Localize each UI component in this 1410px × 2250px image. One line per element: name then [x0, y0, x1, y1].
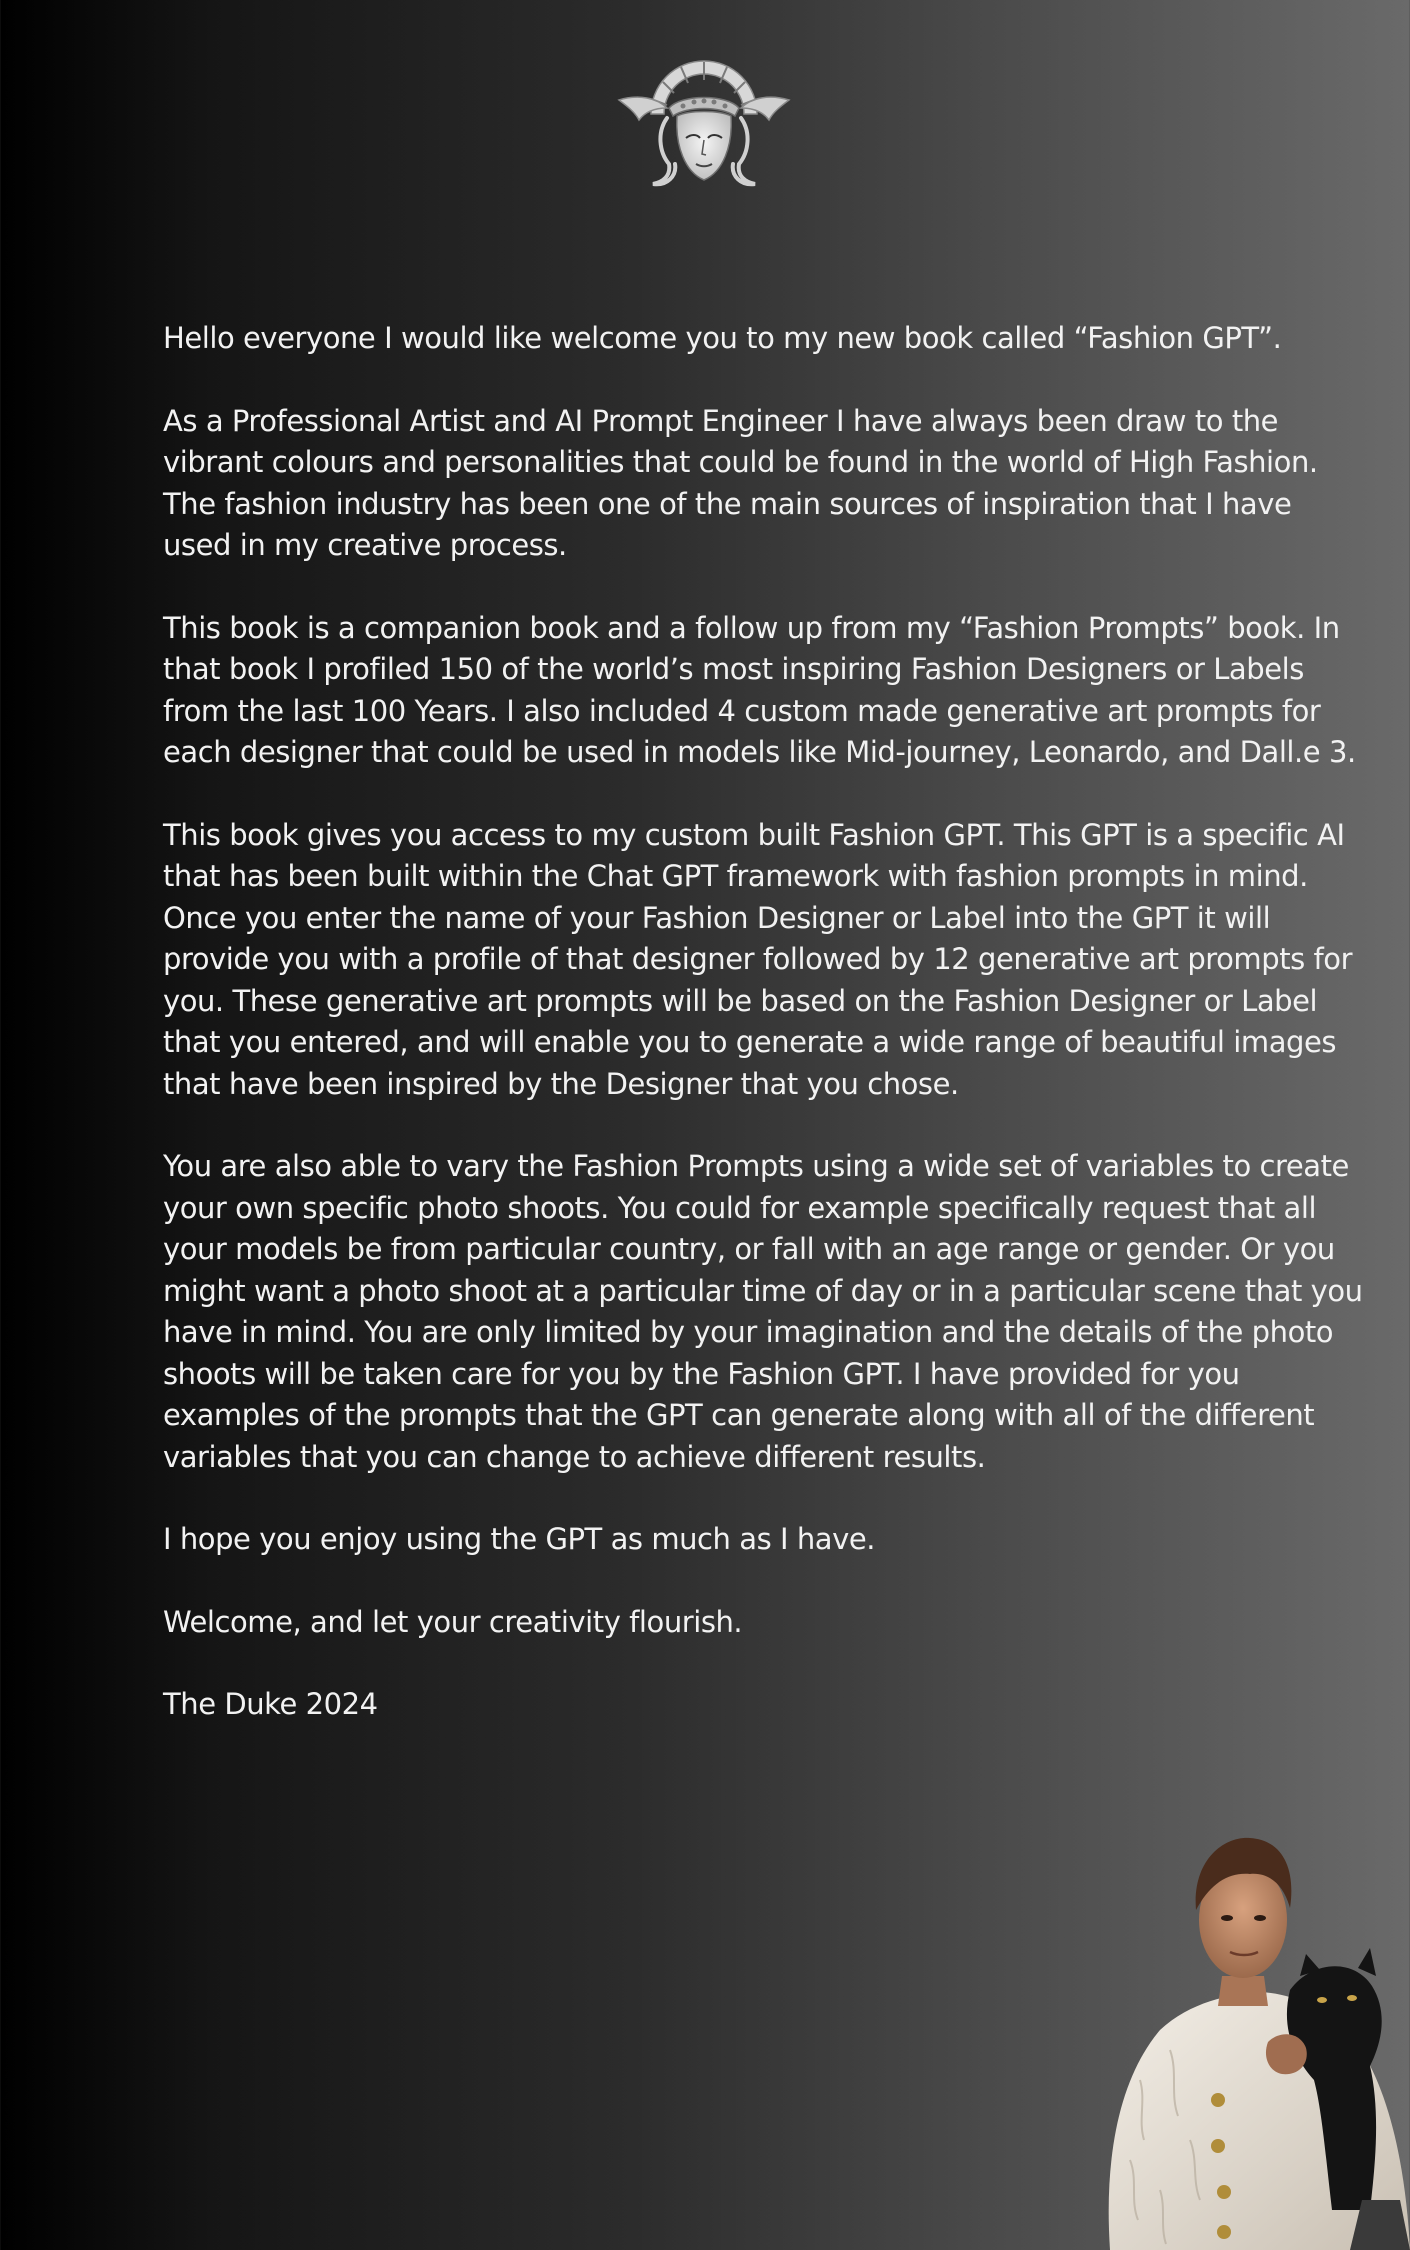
paragraph-background: As a Professional Artist and AI Prompt Engineer I have always been draw to the vibrant colours and personalities that could be found in the world of High Fashion. The fashion industry has been one of the main sources of inspiration that I have used in my creative process.	[163, 403, 1318, 562]
signature: The Duke 2024	[163, 1687, 378, 1721]
letter-body	[163, 318, 1363, 1767]
paragraph-variables: You are also able to vary the Fashion Prompts using a wide set of variables to create your own specific photo shoots. You could for example specifically request that all your models be from particular country, or fall with an age range or gender. Or you might want a photo shoot at a particular time of day or in a particular scene that you have in mind. You are only limited by your imagination and the details of the photo shoots will be taken care for you by the Fashion GPT. I have provided for you examples of the prompts that the GPT can generate along with all of the different variables that you can change to achieve different results.	[163, 1149, 1363, 1474]
paragraph-companion: This book is a companion book and a follow up from my “Fashion Prompts” book. In that book I profiled 150 of the world’s most inspiring Fashion Designers or Labels from the last 100 Years. I also included 4 custom made generative art prompts for each designer that could be used in models like Mid-journey, Leonardo, and Dall.e 3.	[163, 610, 1356, 769]
paragraph-intro: Hello everyone I would like welcome you to my new book called “Fashion GPT”.	[163, 321, 1282, 355]
man-with-panther-portrait	[1100, 1780, 1410, 2250]
paragraph-gpt-access: This book gives you access to my custom built Fashion GPT. This GPT is a specific AI that has been built within the Chat GPT framework with fashion prompts in mind. Once you enter the name of your Fashion Designer or Label into the GPT it will provide you with a profile of that designer followed by 12 generative art prompts for you. These generative art prompts will be based on the Fashion Designer or Label that you entered, and will enable you to generate a wide range of beautiful images that have been inspired by the Designer that you chose.	[163, 817, 1353, 1101]
paragraph-welcome: Welcome, and let your creativity flourish.	[163, 1604, 743, 1639]
paragraph-enjoy: I hope you enjoy using the GPT as much as I have.	[163, 1522, 875, 1556]
medusa-head-icon	[611, 36, 797, 188]
